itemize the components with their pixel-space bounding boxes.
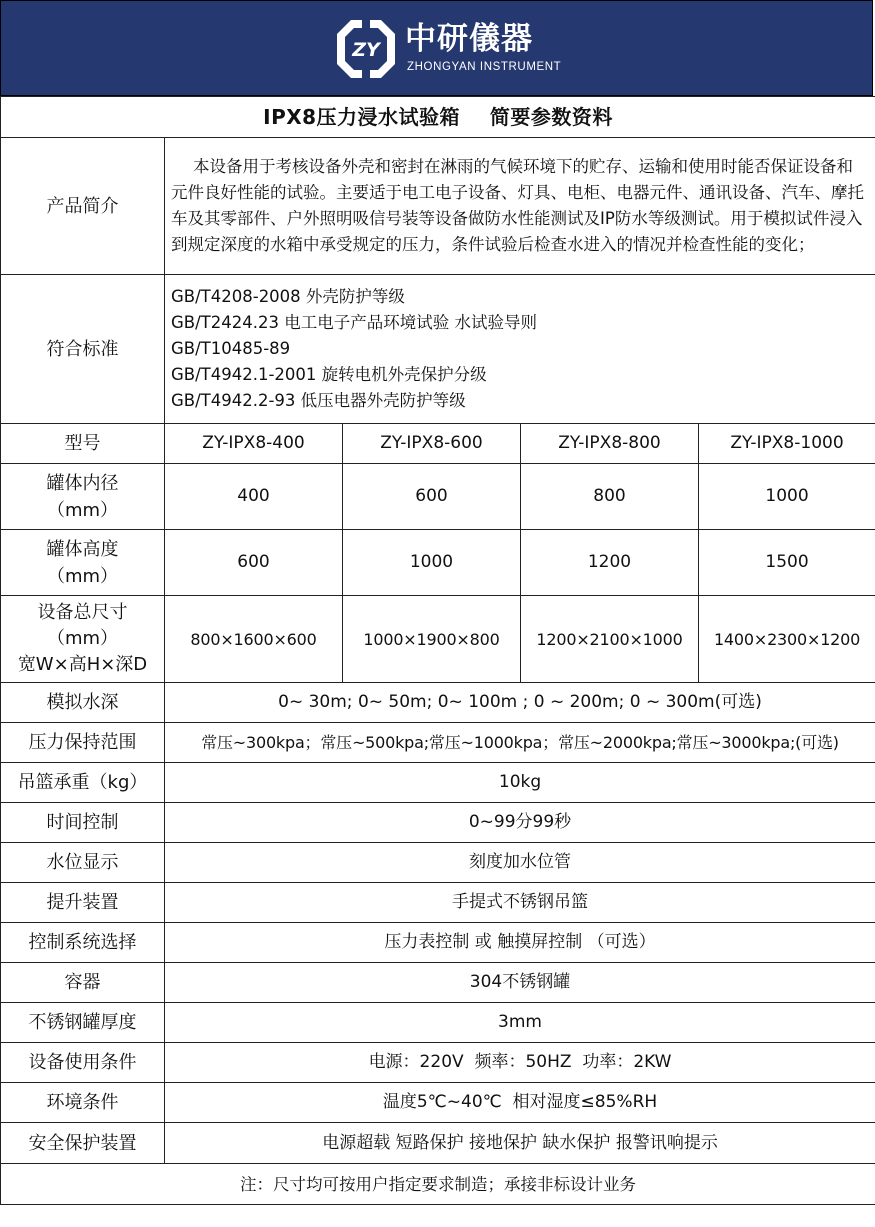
spec-value: 温度5℃~40℃ 相对湿度≤85%RH	[165, 1083, 875, 1123]
overall-size-label-line1: 设备总尺寸	[37, 602, 128, 623]
standards-row	[1, 275, 875, 424]
overall-size-value: 800×1600×600	[165, 596, 343, 683]
spec-value: 0~ 30m; 0~ 50m; 0~ 100m ; 0 ~ 200m; 0 ~ 300m(可选)	[165, 683, 875, 723]
inner-diameter-value: 600	[343, 464, 521, 530]
spec-label: 环境条件	[1, 1083, 165, 1123]
standard-item: GB/T4208-2008 外壳防护等级	[171, 287, 405, 306]
intro-text: 本设备用于考核设备外壳和密封在淋雨的气候环境下的贮存、运输和使用时能否保证设备和元件良好性能的试验。主要适于电工电子设备、灯具、电柜、电器元件、通讯设备、汽车、摩托车及其零部件、户外照明吸信号装等设备做防水性能测试及IP防水等级测试。用于模拟试件浸入到规定深度的水箱中承受规定的压力，条件试验后检查水进入的情况并检查性能的变化；	[165, 138, 875, 275]
spec-row	[1, 763, 875, 803]
brand-name-cn: 中研儀器	[405, 21, 533, 57]
spec-value: 常压~300kpa；常压~500kpa;常压~1000kpa；常压~2000kpa;常压~3000kpa;(可选)	[165, 723, 875, 763]
spec-row	[1, 803, 875, 843]
inner-diameter-label-line1: 罐体内径	[46, 472, 119, 494]
logo-letters: ZY	[352, 39, 380, 61]
spec-value: 10kg	[165, 763, 875, 803]
height-label-line1: 罐体高度	[46, 538, 119, 560]
note-row	[1, 1164, 875, 1205]
spec-row	[1, 923, 875, 963]
model-value: ZY-IPX8-600	[343, 424, 521, 464]
standards-list	[165, 275, 875, 424]
spec-value: 3mm	[165, 1003, 875, 1043]
height-value: 600	[165, 530, 343, 596]
model-row	[1, 424, 875, 464]
height-row	[1, 530, 875, 596]
spec-table	[0, 96, 875, 1205]
spec-row	[1, 1123, 875, 1164]
spec-label: 压力保持范围	[1, 723, 165, 763]
overall-size-label-line3: 宽W×高H×深D	[17, 654, 148, 675]
spec-label: 容器	[1, 963, 165, 1003]
title-row	[1, 97, 875, 138]
spec-value: 手提式不锈钢吊篮	[165, 883, 875, 923]
model-value: ZY-IPX8-1000	[699, 424, 875, 464]
overall-size-label	[1, 596, 165, 683]
spec-value: 电源超载 短路保护 接地保护 缺水保护 报警讯响提示	[165, 1123, 875, 1164]
overall-size-value: 1400×2300×1200	[699, 596, 875, 683]
zy-logo-icon	[335, 18, 397, 80]
standard-item: GB/T4942.2-93 低压电器外壳防护等级	[171, 391, 466, 410]
spec-row	[1, 843, 875, 883]
footer-note: 注：尺寸均可按用户指定要求制造；承接非标设计业务	[1, 1164, 875, 1205]
height-label-line2: （mm）	[46, 565, 119, 587]
inner-diameter-value: 800	[521, 464, 699, 530]
height-value: 1000	[343, 530, 521, 596]
inner-diameter-row	[1, 464, 875, 530]
spec-label: 提升装置	[1, 883, 165, 923]
spec-label: 控制系统选择	[1, 923, 165, 963]
overall-size-row	[1, 596, 875, 683]
model-label: 型号	[1, 424, 165, 464]
standards-label: 符合标准	[1, 275, 165, 424]
standard-item: GB/T10485-89	[171, 339, 291, 358]
spec-value: 电源：220V 频率：50HZ 功率：2KW	[165, 1043, 875, 1083]
brand-header	[0, 0, 873, 96]
spec-value: 304不锈钢罐	[165, 963, 875, 1003]
overall-size-value: 1200×2100×1000	[521, 596, 699, 683]
spec-label: 安全保护装置	[1, 1123, 165, 1164]
brand-name-en: ZHONGYAN INSTRUMENT	[407, 61, 562, 73]
inner-diameter-value: 1000	[699, 464, 875, 530]
inner-diameter-label	[1, 464, 165, 530]
spec-value: 压力表控制 或 触摸屏控制 （可选）	[165, 923, 875, 963]
spec-label: 设备使用条件	[1, 1043, 165, 1083]
spec-row	[1, 723, 875, 763]
standard-item: GB/T2424.23 电工电子产品环境试验 水试验导则	[171, 313, 537, 332]
spec-row	[1, 1083, 875, 1123]
spec-row	[1, 1003, 875, 1043]
height-value: 1200	[521, 530, 699, 596]
page-title: IPX8压力浸水试验箱 简要参数资料	[1, 97, 875, 138]
spec-label: 模拟水深	[1, 683, 165, 723]
height-label	[1, 530, 165, 596]
spec-value: 刻度加水位管	[165, 843, 875, 883]
standard-item: GB/T4942.1-2001 旋转电机外壳保护分级	[171, 365, 487, 384]
model-value: ZY-IPX8-400	[165, 424, 343, 464]
spec-value: 0~99分99秒	[165, 803, 875, 843]
spec-label: 不锈钢罐厚度	[1, 1003, 165, 1043]
spec-label: 水位显示	[1, 843, 165, 883]
spec-label: 时间控制	[1, 803, 165, 843]
spec-row	[1, 963, 875, 1003]
spec-row	[1, 1043, 875, 1083]
model-value: ZY-IPX8-800	[521, 424, 699, 464]
spec-label: 吊篮承重（kg）	[1, 763, 165, 803]
spec-row	[1, 883, 875, 923]
height-value: 1500	[699, 530, 875, 596]
intro-row	[1, 138, 875, 275]
intro-label: 产品简介	[1, 138, 165, 275]
spec-row	[1, 683, 875, 723]
inner-diameter-label-line2: （mm）	[46, 499, 119, 521]
overall-size-label-line2: （mm）	[46, 628, 119, 649]
inner-diameter-value: 400	[165, 464, 343, 530]
overall-size-value: 1000×1900×800	[343, 596, 521, 683]
